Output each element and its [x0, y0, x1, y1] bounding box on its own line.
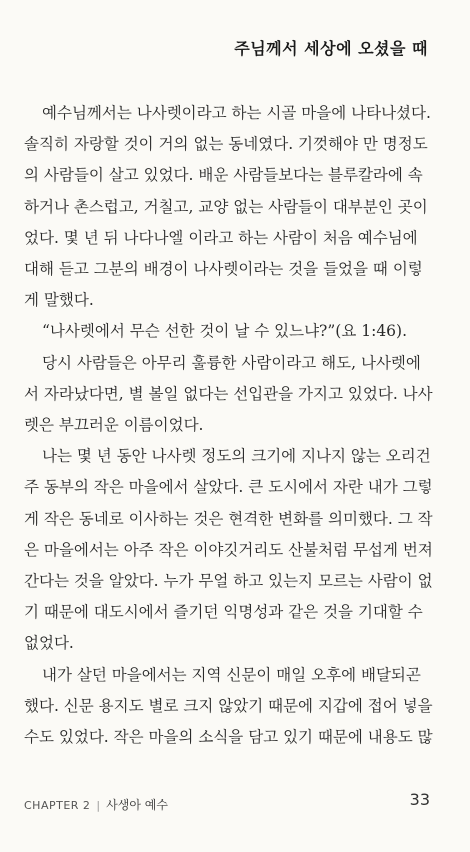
text-line: 예수님께서는 나사렛이라고 하는 시골 마을에 나타나셨다. [42, 104, 431, 122]
paragraph-1 [24, 98, 440, 316]
paragraph-5 [24, 660, 440, 754]
text-line: 주 동부의 작은 마을에서 살았다. 큰 도시에서 자란 내가 그렇 [24, 478, 433, 497]
text-line: 게 작은 동네로 이사하는 것은 현격한 변화를 의미했다. 그 작 [24, 509, 433, 528]
page-number: 33 [409, 790, 430, 809]
paragraph-3 [24, 348, 440, 442]
paragraph-4 [24, 441, 440, 659]
text-line: 은 마을에서는 아주 작은 이야깃거리도 산불처럼 무섭게 번져 [24, 540, 433, 559]
text-line: 당시 사람들은 아무리 훌륭한 사람이라고 해도, 나사렛에 [42, 353, 421, 372]
chapter-label: CHAPTER 2 [24, 799, 91, 812]
text-line: 기 때문에 대도시에서 즐기던 익명성과 같은 것을 기대할 수 [24, 603, 423, 622]
text-line: 간다는 것을 알았다. 누가 무얼 하고 있는지 모르는 사람이 없 [24, 572, 433, 591]
text-line: 게 말했다. [24, 291, 94, 310]
text-line: 수도 있었다. 작은 마을의 소식을 담고 있기 때문에 내용도 많 [24, 728, 433, 747]
text-line: 없었다. [24, 634, 74, 653]
text-line: 서 자라났다면, 별 볼일 없다는 선입관을 가지고 있었다. 나사 [24, 384, 433, 403]
text-line: 의 사람들이 살고 있었다. 배운 사람들보다는 블루칼라에 속 [24, 166, 423, 185]
text-line: 하거나 촌스럽고, 거칠고, 교양 없는 사람들이 대부분인 곳이 [24, 197, 428, 216]
text-line: 내가 살던 마을에서는 지역 신문이 매일 오후에 배달되곤 [42, 665, 421, 684]
text-line: 었다. 몇 년 뒤 나다나엘 이라고 하는 사람이 처음 예수님에 [24, 228, 418, 247]
running-footer [24, 796, 168, 813]
text-line: 렛은 부끄러운 이름이었다. [24, 416, 204, 435]
running-header: 주님께서 세상에 오셨을 때 [234, 39, 428, 58]
quote-line: “나사렛에서 무슨 선한 것이 날 수 있느냐?”(요 1:46). [42, 322, 408, 341]
text-line: 대해 듣고 그분의 배경이 나사렛이라는 것을 들었을 때 이렇 [24, 260, 423, 279]
footer-divider: | [96, 799, 101, 812]
chapter-title: 사생아 예수 [106, 798, 168, 812]
paragraph-2 [24, 316, 440, 347]
text-line: 나는 몇 년 동안 나사렛 정도의 크기에 지나지 않는 오리건 [42, 447, 431, 466]
text-line: 했다. 신문 용지도 별로 크지 않았기 때문에 지갑에 접어 넣을 [24, 696, 433, 715]
body-text [24, 98, 440, 753]
text-line: 솔직히 자랑할 것이 거의 없는 동네였다. 기껏해야 만 명정도 [24, 135, 428, 154]
